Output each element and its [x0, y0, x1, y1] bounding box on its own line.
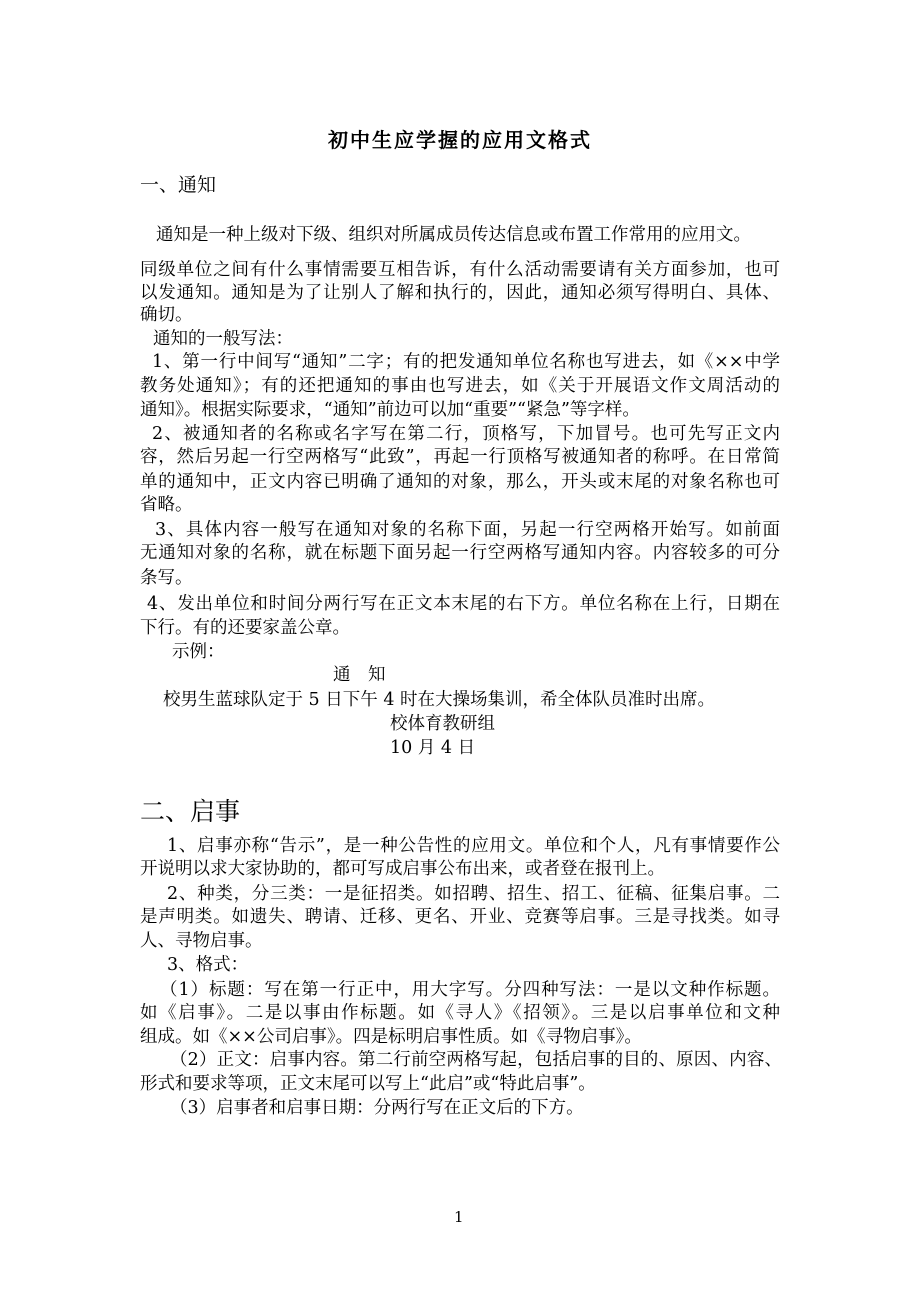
paragraph-line: （1）标题：写在第一行正中，用大字写。分四种写法：一是以文种作标题。 — [160, 980, 780, 1000]
paragraph-line: 以发通知。通知是为了让别人了解和执行的，因此，通知必须写得明白、具体、 — [140, 283, 780, 303]
paragraph-line: 条写。 — [140, 568, 193, 588]
paragraph-line: （2）正文：启事内容。第二行前空两格写起，包括启事的目的、原因、内容、 — [170, 1050, 782, 1070]
paragraph-line: 通知的一般写法： — [153, 329, 293, 349]
paragraph-line: 省略。 — [140, 495, 193, 515]
section-heading-notice: 一、通知 — [140, 174, 217, 196]
paragraph-line: 1、第一行中间写“通知”二字；有的把发通知单位名称也写进去，如《××中学 — [152, 352, 780, 372]
document-title: 初中生应学握的应用文格式 — [328, 128, 592, 152]
page-number: 1 — [454, 1208, 464, 1226]
paragraph-line: 开说明以求大家协助的，都可写成启事公布出来，或者登在报刊上。 — [140, 859, 665, 879]
paragraph-line: 2、种类，分三类：一是征招类。如招聘、招生、招工、征稿、征集启事。二 — [167, 884, 780, 904]
paragraph-line: 单的通知中，正文内容已明确了通知的对象，那么，开头或末尾的对象名称也可 — [140, 472, 780, 492]
paragraph-line: 无通知对象的名称，就在标题下面另起一行空两格写通知内容。内容较多的可分 — [140, 543, 780, 563]
paragraph-line: 3、格式： — [167, 955, 249, 975]
section-heading-announcement: 二、启事 — [140, 797, 241, 826]
paragraph-line: 同级单位之间有什么事情需要互相告诉，有什么活动需要请有关方面参加，也可 — [140, 260, 780, 280]
paragraph-line: 教务处通知》；有的还把通知的事由也写进去，如《关于开展语文作文周活动的 — [140, 376, 780, 396]
example-body: 校男生蓝球队定于 5 日下午 4 时在大操场集训，希全体队员准时出席。 — [163, 690, 716, 710]
example-org: 校体育教研组 — [390, 714, 495, 734]
paragraph-line: 是声明类。如遗失、聘请、迁移、更名、开业、竞赛等启事。三是寻找类。如寻 — [140, 907, 780, 927]
paragraph-line: 下行。有的还要家盖公章。 — [140, 618, 350, 638]
paragraph-line: 人、寻物启事。 — [140, 931, 263, 951]
paragraph-line: 4、发出单位和时间分两行写在正文本末尾的右下方。单位名称在上行，日期在 — [147, 594, 780, 614]
paragraph-line: 通知》。根据实际要求，“通知”前边可以加“重要”“紧急”等字样。 — [140, 400, 640, 420]
paragraph-line: 1、启事亦称“告示”，是一种公告性的应用文。单位和个人，凡有事情要作公 — [167, 836, 780, 856]
paragraph-line: 3、具体内容一般写在通知对象的名称下面，另起一行空两格开始写。如前面 — [155, 520, 780, 540]
paragraph-line: 组成。如《××公司启事》。四是标明启事性质。如《寻物启事》。 — [140, 1027, 642, 1047]
paragraph-line: 2、被通知者的名称或名字写在第二行，顶格写，下加冒号。也可先写正文内 — [152, 424, 780, 444]
paragraph-line: 形式和要求等项，正文末尾可以写上“此启”或“特此启事”。 — [140, 1074, 596, 1094]
paragraph-line: 确切。 — [140, 305, 193, 325]
paragraph-line: 通知是一种上级对下级、组织对所属成员传达信息或布置工作常用的应用文。 — [156, 225, 751, 245]
paragraph-line: 容，然后另起一行空两格写“此致”，再起一行顶格写被通知者的称呼。在日常简 — [140, 447, 780, 467]
paragraph-line: 示例： — [172, 642, 225, 662]
example-title: 通 知 — [333, 665, 386, 685]
paragraph-line: （3）启事者和启事日期：分两行写在正文后的下方。 — [170, 1098, 584, 1118]
paragraph-line: 如《启事》。二是以事由作标题。如《寻人》《招领》。三是以启事单位和文种 — [140, 1003, 780, 1023]
example-date: 10 月 4 日 — [390, 738, 476, 758]
